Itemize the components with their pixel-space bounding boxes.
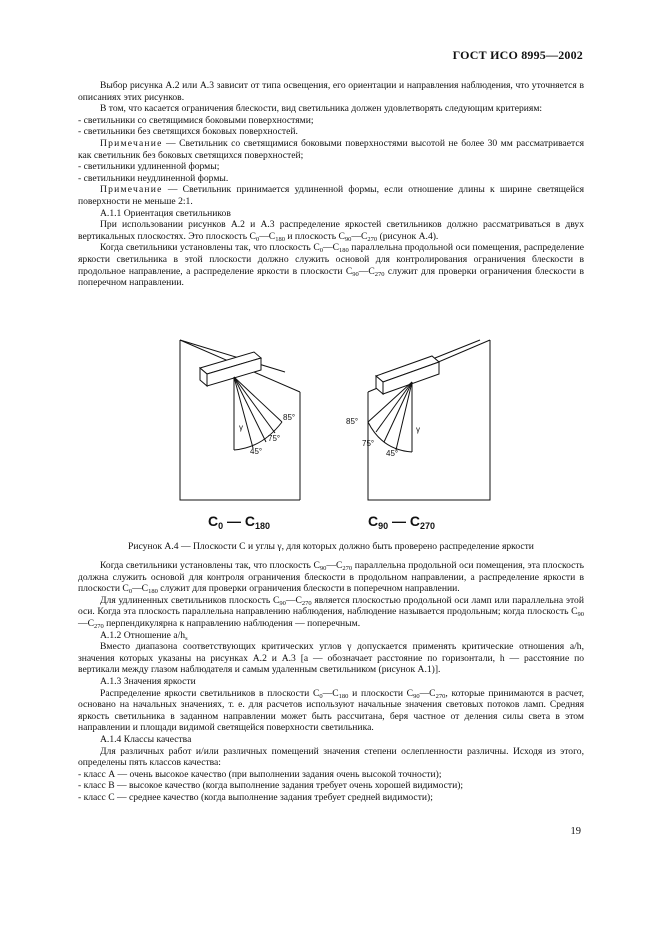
paragraph: Когда светильники установлены так, что плоскость $С_0—С_{180}$ параллельна продольной оси помещения, распределение яркости светильника в этой плоскости должно служить основой для контролирования ограничения блескости в продольное направление, а распределение яркости в плоскости $С_{90}—С_{270}$ служит для проверки ограничения блескости в поперечном направлении. bbox=[78, 242, 584, 289]
figure-a4 bbox=[150, 332, 530, 532]
subscript: 180 bbox=[339, 247, 349, 255]
subscript: 180 bbox=[275, 235, 285, 243]
ray bbox=[234, 377, 253, 448]
subscript: 0 bbox=[255, 235, 260, 243]
text-run: (рисунок А.4). bbox=[377, 230, 439, 242]
subscript: 90 bbox=[319, 565, 327, 572]
ray bbox=[396, 382, 412, 450]
top-text-block bbox=[78, 80, 584, 289]
plane-label-c0-c180: $C_0$ — $C_{180}$ bbox=[208, 513, 271, 531]
note-label: Примечание bbox=[100, 137, 163, 149]
angle-75-label: 75° bbox=[362, 439, 375, 448]
subscript: 0 bbox=[319, 692, 323, 700]
text-run: является плоскостью продольной оси ламп или параллельна этой оси. Когда эта плоскость параллельна направлению наблюдения, наблюдение называется продольным; когда плоскость С bbox=[78, 594, 584, 618]
paragraph: Когда светильники установлены так, что плоскость $С_{90}—С_{270}$ параллельна продольной оси помещения, эта плоскость должна служить основой для контроля ограничения блескости в продольном направлении, а распределение яркости в плоскости $С_0—С_{180}$ служит для проверки ограничения блескости в поперечном направлении. bbox=[78, 560, 584, 596]
note-text: — Светильник со светящимися боковыми поверхностями высотой не более 30 мм рассматривается как светильник без боковых светящихся поверхностей; bbox=[78, 137, 584, 161]
note-text: — Светильник принимается удлиненной формы, если отношение длины к ширине светящейся поверхности не меньше 2:1. bbox=[78, 184, 584, 207]
subscript: 90 bbox=[577, 611, 584, 619]
subscript: 270 bbox=[374, 270, 385, 278]
note bbox=[78, 138, 584, 161]
text-run: При использовании рисунков А.2 и А.3 распределение яркостей светильников должно рассматриваться в двух вертикальных плоскостях. Это плоскость С bbox=[78, 219, 584, 242]
subscript: 270 bbox=[435, 692, 446, 700]
text-run: параллельна продольной оси помещения, распределение яркости светильника в этой плоскости должно служить основой для контролирования ограничения блескости в продольное направление, а распределение яркости в плоскости С bbox=[78, 242, 584, 277]
text-run: параллельна продольной оси помещения, эта плоскость должна служить основой для контроля ограничения блескости в продольном направлении, а распределение яркости в плоскости С bbox=[78, 560, 584, 595]
section-heading bbox=[78, 630, 584, 642]
paragraph: Распределение яркости светильников в плоскости $С_0—С_{180}$ и плоскости $С_{90}—С_{270}$, которые принимаются в расчет, основано на начальных значениях, т. е. для расчетов используют начальные значения световых потоков ламп. Средняя яркость светильника в заданном направлении может быть рассчитана, беря частное от деления силы света в этом направлении и площади видимой светящейся поверхности светильника. bbox=[78, 687, 585, 734]
paragraph: Для различных работ и/или различных помещений значения степени ослепленности различны. Исходя из этого, определены пять классов качества: bbox=[78, 745, 584, 769]
subscript: 270 bbox=[94, 622, 104, 630]
section-heading: А.1.4 Классы качества bbox=[100, 733, 192, 745]
text-run: служит для проверки ограничения блескости в поперечном направлении. bbox=[78, 265, 584, 289]
plane-label-c90-c270: $C_{90}$ — $C_{270}$ bbox=[368, 513, 436, 531]
plane-labels bbox=[208, 513, 435, 531]
left-plane-diagram bbox=[180, 340, 300, 500]
subscript: 180 bbox=[338, 692, 349, 700]
gamma-label: γ bbox=[239, 423, 243, 432]
list-item: - светильники неудлиненной формы. bbox=[78, 172, 229, 184]
subscript: 90 bbox=[344, 235, 352, 243]
ray bbox=[234, 377, 266, 442]
text-run: служит для проверки ограничения блескости в поперечном направлении. bbox=[157, 583, 460, 595]
figure-caption: Рисунок А.4 — Плоскости С и углы γ, для которых должно быть проверено распределение яркости bbox=[128, 541, 534, 552]
text-run: и плоскость С bbox=[284, 230, 345, 242]
list-item: - светильники удлиненной формы; bbox=[78, 161, 220, 173]
note-label: Примечание bbox=[100, 184, 163, 196]
gamma-label: γ bbox=[416, 425, 420, 434]
section-heading: А.1.1 Ориентация светильников bbox=[100, 207, 231, 219]
right-plane-diagram bbox=[368, 340, 490, 500]
page-number: 19 bbox=[570, 826, 581, 837]
subscript: 90 bbox=[413, 692, 420, 700]
paragraph: При использовании рисунков А.2 и А.3 распределение яркостей светильников должно рассматриваться в двух вертикальных плоскостях. Это плоскость $С_0—С_{180}$ и плоскость $С_{90}—С_{270}$ (рисунок А.4). bbox=[78, 219, 584, 243]
angle-45-label: 45° bbox=[386, 449, 399, 458]
text-run: Когда светильники установлены так, что плоскость С bbox=[100, 242, 320, 254]
subscript: 180 bbox=[148, 588, 158, 596]
angle-arc bbox=[368, 422, 412, 452]
paragraph: В том, что касается ограничения блескости, вид светильника должен удовлетворять следующим критериям: bbox=[100, 103, 543, 115]
subscript: 90 bbox=[352, 270, 359, 278]
text-run: , которые принимаются в расчет, основано на начальных значениях, т. е. для расчетов используют начальные значения световых потоков ламп. Средняя яркость светильника в заданном направлении может быть рассчитана, беря частное от деления силы света в этом направлении и площади видимой светящейся поверхности светильника. bbox=[78, 687, 585, 734]
subscript: 0 bbox=[128, 588, 133, 596]
text-run: перпендикулярна к направлению наблюдения — поперечным. bbox=[103, 617, 361, 629]
subscript: 0 bbox=[319, 247, 323, 255]
text-run: Распределение яркости светильников в плоскости С bbox=[100, 687, 320, 699]
angle-85-label: 85° bbox=[283, 413, 296, 422]
angle-45-label: 45° bbox=[250, 447, 263, 456]
list-item: - светильники без светящихся боковых поверхностей. bbox=[78, 126, 298, 138]
section-heading: А.1.3 Значения яркости bbox=[100, 675, 196, 687]
list-item: - светильники со светящимися боковыми поверхностями; bbox=[78, 114, 314, 126]
paragraph: Выбор рисунка А.2 или А.3 зависит от типа освещения, его ориентации и направления наблюдения, что уточняется в описаниях этих рисунков. bbox=[78, 80, 584, 103]
angle-85-label: 85° bbox=[346, 417, 359, 426]
left-angle-labels bbox=[239, 413, 295, 456]
subscript: s bbox=[185, 634, 188, 642]
angle-75-label: 75° bbox=[268, 434, 281, 443]
text-run: А.1.2 Отношение a/h bbox=[100, 629, 186, 641]
text-run: и плоскости С bbox=[348, 687, 414, 699]
document-header: ГОСТ ИСО 8995—2002 bbox=[452, 48, 583, 62]
ray bbox=[234, 377, 282, 422]
paragraph: Для удлиненных светильников плоскость $С_{90}—С_{270}$ является плоскостью продольной оси ламп или параллельна этой оси. Когда эта плоскость параллельна направлению наблюдения, наблюдение называется продольным; когда плоскость $С_{90}—С_{270}$ перпендикулярна к направлению наблюдения — поперечным. bbox=[78, 594, 584, 630]
note bbox=[78, 184, 584, 207]
bottom-text-block bbox=[78, 560, 584, 803]
subscript: 90 bbox=[279, 599, 286, 607]
paragraph: Вместо диапазона соответствующих критических углов γ допускается применять критические отношения a/h, значения которых указаны на рисунках А.2 и А.3 [a — обозначает расстояние по горизонтали, h — расстояние по вертикали между глазом наблюдателя и самым удаленным светильником (рисунок А.1)]. bbox=[78, 641, 584, 676]
subscript: 270 bbox=[342, 565, 353, 572]
text-run: Для удлиненных светильников плоскость С bbox=[100, 594, 280, 606]
list-item: - класс А — очень высокое качество (при выполнении задания очень высокой точности); bbox=[78, 768, 442, 780]
subscript: 270 bbox=[301, 599, 312, 607]
list-item: - класс С — среднее качество (когда выполнение задания требует средней видимости); bbox=[78, 791, 433, 803]
text-run: Когда светильники установлены так, что плоскость С bbox=[100, 560, 320, 571]
subscript: 270 bbox=[367, 235, 378, 243]
list-item: - класс В — высокое качество (когда выполнение задания требует очень хорошей видимости); bbox=[78, 780, 464, 792]
